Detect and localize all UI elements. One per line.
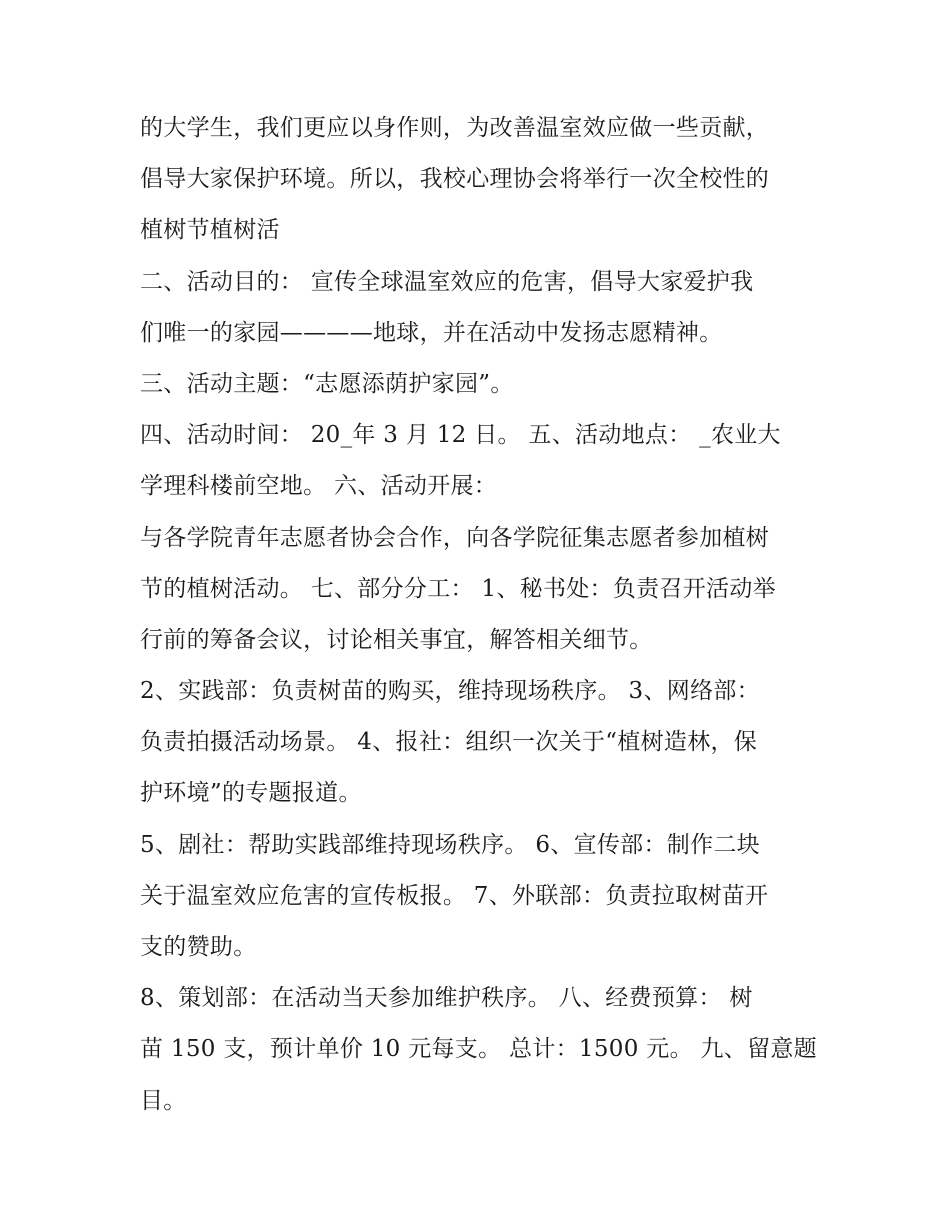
text-line: 目。: [140, 1087, 187, 1114]
text-line: 行前的筹备会议，讨论相关事宜，解答相关细节。: [140, 626, 653, 653]
text-line: 倡导大家保护环境。所以，我校心理协会将举行一次全校性的: [140, 166, 770, 193]
text-line: 5、剧社：帮助实践部维持现场秩序。 6、宣传部：制作二块: [140, 831, 760, 858]
text-line: 三、活动主题：“志愿添荫护家园”。: [140, 370, 514, 397]
text-line: 与各学院青年志愿者协会合作，向各学院征集志愿者参加植树: [140, 524, 770, 551]
text-line: 四、活动时间： 20_年 3 月 12 日。 五、活动地点： _农业大: [140, 422, 781, 449]
text-line: 二、活动目的： 宣传全球温室效应的危害，倡导大家爱护我: [140, 268, 754, 295]
text-line: 植树节植树活: [140, 217, 280, 244]
text-line: 支的赞助。: [140, 934, 257, 960]
text-line: 负责拍摄活动场景。 4、报社：组织一次关于“植树造林，保: [140, 729, 758, 756]
text-line: 学理科楼前空地。 六、活动开展：: [140, 473, 498, 500]
text-line: 们唯一的家园————地球，并在活动中发扬志愿精神。: [140, 319, 723, 346]
text-line: 护环境”的专题报道。: [140, 780, 362, 807]
text-line: 苗 150 支，预计单价 10 元每支。 总计：1500 元。 九、留意题: [140, 1036, 817, 1063]
text-line: 关于温室效应危害的宣传板报。 7、外联部：负责拉取树苗开: [140, 882, 769, 909]
text-line: 8、策划部：在活动当天参加维护秩序。 八、经费预算： 树: [140, 985, 753, 1012]
text-line: 的大学生，我们更应以身作则，为改善温室效应做一些贡献，: [140, 115, 770, 141]
text-line: 2、实践部：负责树苗的购买，维持现场秩序。 3、网络部：: [140, 678, 760, 705]
text-line: 节的植树活动。 七、部分分工： 1、秘书处：负责召开活动举: [140, 575, 776, 602]
document-body: [140, 103, 820, 1127]
